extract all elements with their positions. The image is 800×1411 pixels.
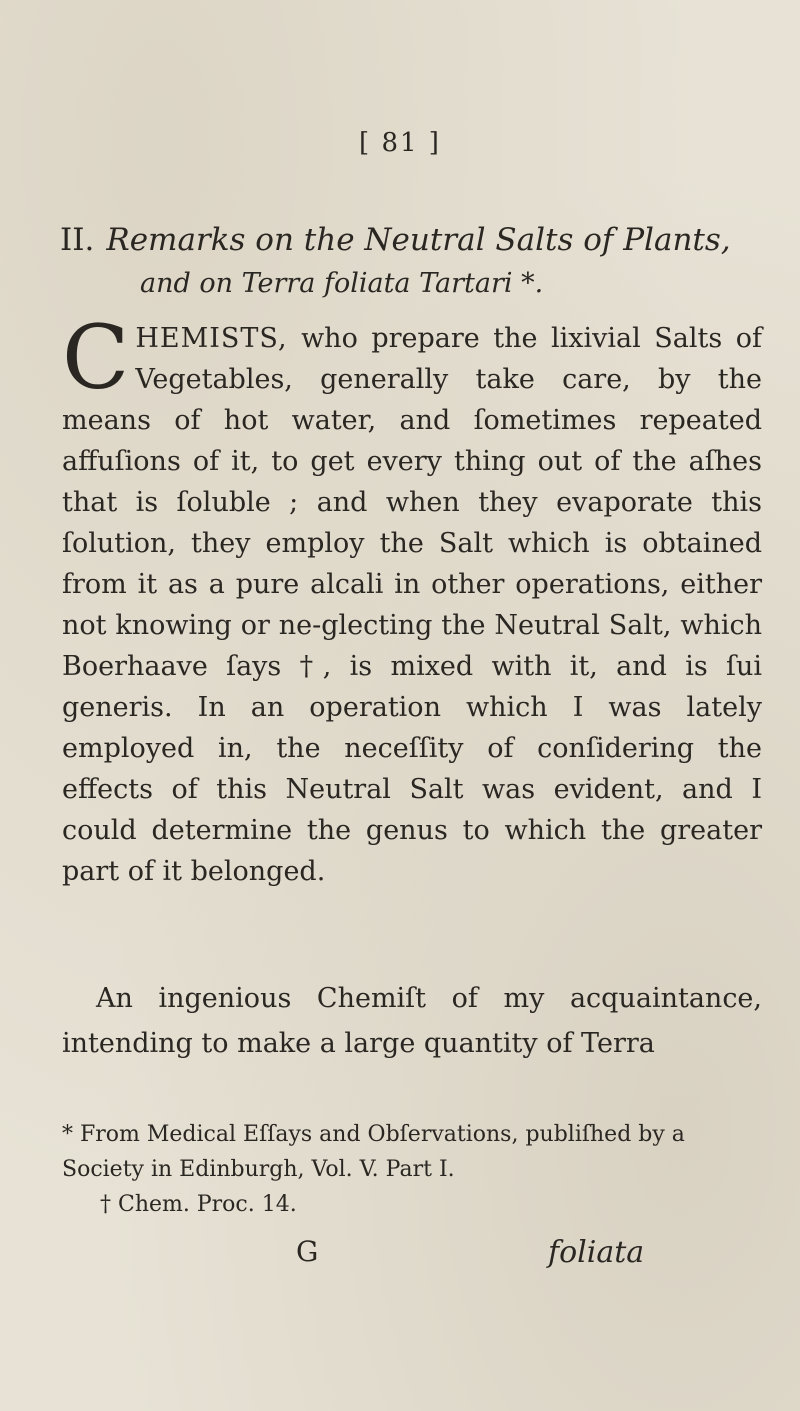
section-title-line1: Remarks on the Neutral Salts of Plants, — [106, 222, 731, 258]
catchword: foliata — [548, 1235, 645, 1270]
paragraph-1 — [62, 306, 762, 892]
paragraph-2: An ingenious Chemiſt of my acquaintance, intending to make a large quantity of Terra — [62, 983, 762, 1059]
section-title-line2: and on Terra foliata Tartari *. — [140, 268, 544, 299]
signature-mark: G — [296, 1235, 319, 1268]
section-number: II. — [60, 222, 95, 258]
footnotes — [62, 1117, 762, 1222]
section-heading — [60, 218, 760, 306]
first-word-rest: HEMISTS, — [135, 323, 288, 354]
page-foot — [0, 1235, 800, 1285]
page-number: [ 81 ] — [359, 128, 441, 158]
footnote-1: * From Medical Eſſays and Obſervations, publiſhed by a Society in Edinburgh, Vol. V. Part I. — [62, 1122, 685, 1182]
paragraph-1-text: who prepare the lixivial Salts of Vegetables, generally take care, by the means of hot water, and ſometimes repeated affuſions of it, to get every thing out of the aſhes that is ſoluble ; and when they evaporate this ſolution, they employ the Salt which is obtained from it as a pure alcali in other operations, either not knowing or ne-glecting the Neutral Salt, which Boerhaave ſays †, is mixed with it, and is ſui generis. In an operation which I was lately employed in, the neceſſity of conſidering the effects of this Neutral Salt was evident, and I could determine the genus to which the greater part of it belonged. — [62, 323, 762, 887]
footnote-2: † Chem. Proc. 14. — [100, 1192, 297, 1217]
drop-cap: C — [62, 306, 130, 409]
